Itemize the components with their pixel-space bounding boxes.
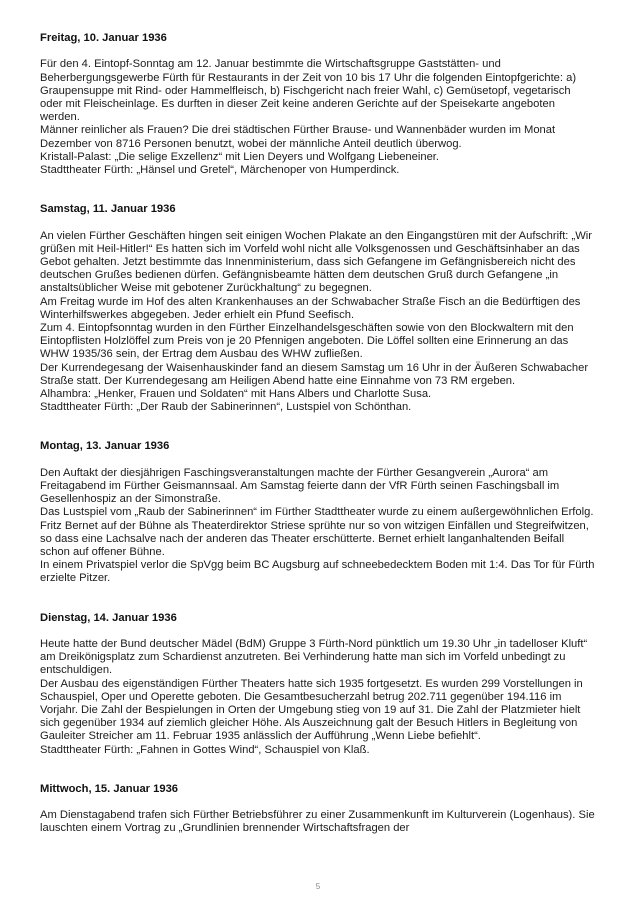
section-heading: Mittwoch, 15. Januar 1936 xyxy=(40,782,179,795)
paragraph: Kristall-Palast: „Die selige Exzellenz“ mit Lien Deyers und Wolfgang Liebeneiner. xyxy=(40,150,440,163)
paragraph: Stadttheater Fürth: „Hänsel und Gretel“, Märchenoper von Humperdinck. xyxy=(40,164,400,177)
paragraph: Am Freitag wurde im Hof des alten Krankenhauses an der Schwabacher Straße Fisch an die Bedürftigen des Winterhilfswerkes abgegeben. Jeder erhielt ein Pfund Seefisch. xyxy=(40,295,581,321)
paragraph: In einem Privatspiel verlor die SpVgg beim BC Augsburg auf schneebedecktem Boden mit 1:4. Das Tor für Fürth erzielte Pitzer. xyxy=(40,559,595,585)
section-heading: Dienstag, 14. Januar 1936 xyxy=(40,611,177,624)
paragraph: Der Ausbau des eigenständigen Fürther Theaters hatte sich 1935 fortgesetzt. Es wurden 299 Vorstellungen in Schauspiel, Oper und Operette geboten. Die Gesamtbesucherzahl betrug 202.711 gegenüber 194.116 im Vorjahr. Die Zahl der Bespielungen in Orten der Umgebung stieg von 19 auf 31. Die Zahl der Platzmieter hielt sich gegenüber 1934 auf ziemlich gleicher Höhe. Als Auszeichnung galt der Besuch Hitlers in Begleitung von Gauleiter Streicher am 11. Februar 1935 anlässlich der Aufführung „Wenn Liebe befiehlt“. xyxy=(40,677,583,743)
paragraph: Den Auftakt der diesjährigen Faschingsveranstaltungen machte der Fürther Gesangverein „Aurora“ am Freitagabend im Fürther Geismannsaal. Am Samstag feierte dann der VfR Fürth seinen Faschingsball im Gesellenhospiz an der Simonstraße. xyxy=(40,466,560,506)
section-heading: Montag, 13. Januar 1936 xyxy=(40,440,170,453)
paragraph: Für den 4. Eintopf-Sonntag am 12. Januar bestimmte die Wirtschaftsgruppe Gaststätten- und Beherbergungsgewerbe Fürth für Restaurants in der Zeit von 10 bis 17 Uhr die folgenden Eintopfgerichte: a) Graupensuppe mit Rind- oder Hammelfleisch, b) Fischgericht nach freier Wahl, c) Gemüsetopf, vegetarisch oder mit Fleischeinlage. Es durften in dieser Zeit keine anderen Gerichte auf der Speisekarte angeboten werden. xyxy=(40,58,577,124)
paragraph: Das Lustspiel vom „Raub der Sabinerinnen“ im Fürther Stadttheater wurde zu einem außergewöhnlichen Erfolg. Fritz Bernet auf der Bühne als Theaterdirektor Striese sprühte nur so von witzigen Einfällen und Stegreifwitzen, so dass eine Lachsalve nach der anderen das Theater erschütterte. Bernet erhielt langanhaltenden Beifall schon auf offener Bühne. xyxy=(40,506,594,559)
paragraph: Stadttheater Fürth: „Der Raub der Sabinerinnen“, Lustspiel von Schönthan. xyxy=(40,401,412,414)
paragraph: Heute hatte der Bund deutscher Mädel (BdM) Gruppe 3 Fürth-Nord pünktlich um 19.30 Uhr „in tadelloser Kluft“ am Dreikönigsplatz zum Schardienst anzutreten. Bei Verhinderung hatte man sich im Vorfeld unbedingt zu entschuldigen. xyxy=(40,638,588,677)
section-heading: Samstag, 11. Januar 1936 xyxy=(40,203,176,216)
paragraph: Am Dienstagabend trafen sich Fürther Betriebsführer zu einer Zusammenkunft im Kulturverein (Logenhaus). Sie lauschten einem Vortrag zu „Grundlinien brennender Wirtschaftsfragen der xyxy=(40,809,595,835)
paragraph: Zum 4. Eintopfsonntag wurden in den Fürther Einzelhandelsgeschäften sowie von den Blockwaltern mit den Eintopflisten Holzlöffel zum Preis von je 20 Pfennigen angeboten. Die Löffel sollten eine Erinnerung an das WHW 1935/36 sein, der Ertrag dem Ausbau des WHW zufließen. xyxy=(40,322,574,361)
paragraph: Männer reinlicher als Frauen? Die drei städtischen Fürther Brause- und Wannenbäder wurden im Monat Dezember von 8716 Personen benutzt, wobei der männliche Anteil deutlich überwog. xyxy=(40,124,556,150)
paragraph: Der Kurrendegesang der Waisenhauskinder fand an diesem Samstag um 16 Uhr in der Äußeren Schwabacher Straße statt. Der Kurrendegesang am Heiligen Abend hatte eine Einnahme von 73 RM ergeben. xyxy=(40,361,589,387)
section-heading: Freitag, 10. Januar 1936 xyxy=(40,32,167,44)
document-body xyxy=(40,32,596,836)
paragraph: Stadttheater Fürth: „Fahnen in Gottes Wind“, Schauspiel von Klaß. xyxy=(40,743,370,756)
paragraph: An vielen Fürther Geschäften hingen seit einigen Wochen Plakate an den Eingangstüren mit der Aufschrift: „Wir grüßen mit Heil-Hitler!“ Es hatten sich im Vorfeld wohl nicht alle Volksgenossen und Geschäftsinhaber an das Gebot gehalten. Jetzt bestimmte das Innenministerium, dass sich Gefangene im Gefängnisbereich nicht des deutschen Grußes bedienen dürfen. Gefängnisbeamte hätten dem deutschen Gruß durch Gefangene „in anstaltsüblicher Weise mit gebotener Zurückhaltung“ zu begegnen. xyxy=(40,229,593,295)
paragraph: Alhambra: „Henker, Frauen und Soldaten“ mit Hans Albers und Charlotte Susa. xyxy=(40,388,432,401)
page-number: 5 xyxy=(315,882,321,891)
